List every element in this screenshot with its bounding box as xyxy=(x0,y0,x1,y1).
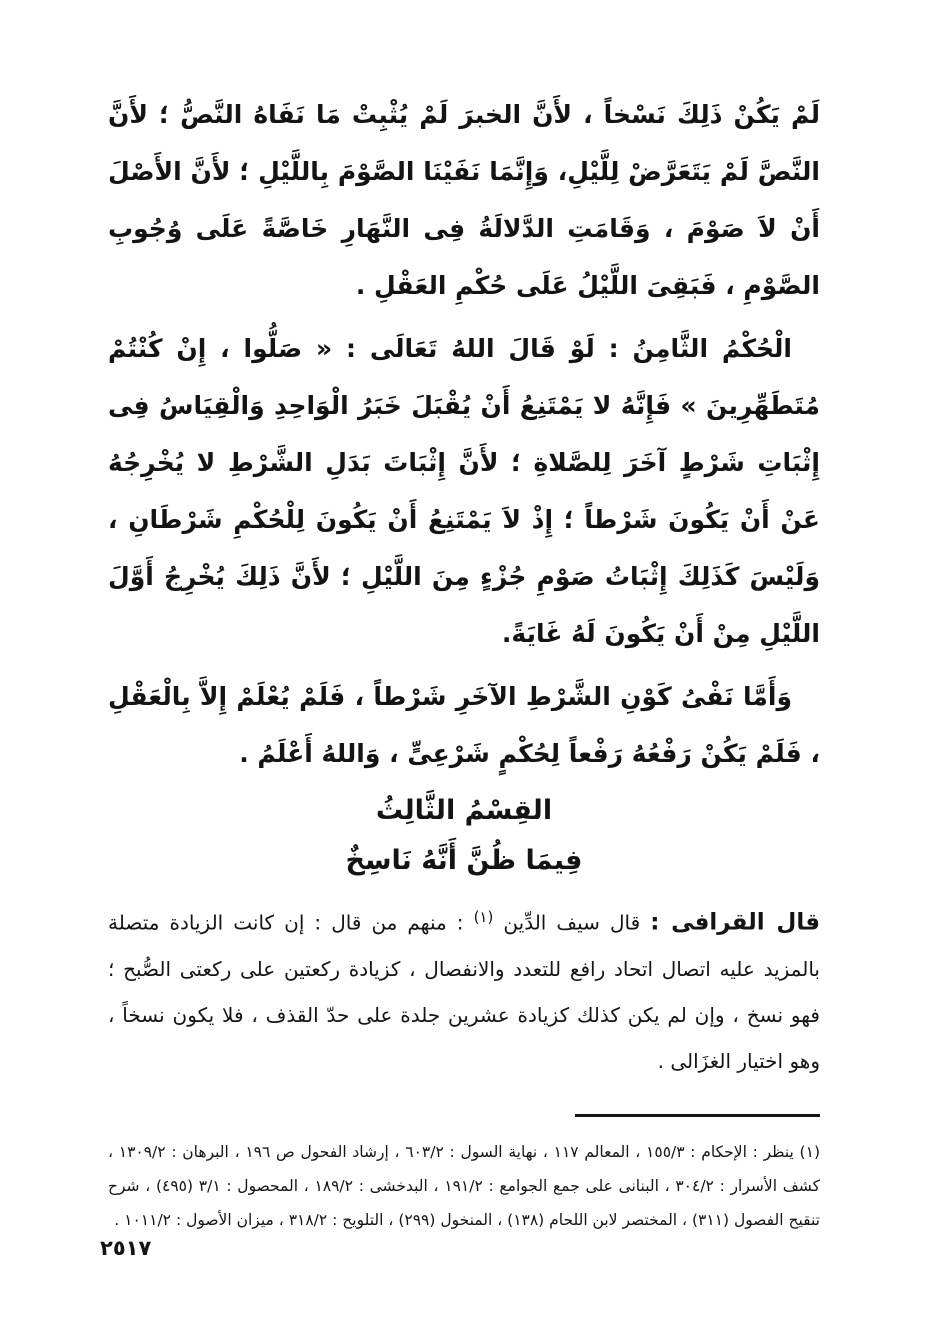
document-page xyxy=(108,86,820,1237)
section-subtitle: فِيمَا ظُنَّ أَنَّهُ نَاسِخٌ xyxy=(345,845,583,876)
quote-block xyxy=(108,894,820,1084)
quote-text: : منهم من قال : إن كانت الزيادة متصلة بالمزيد عليه اتصال اتحاد رافع للتعدد والانفصال ، كزيادة ركعتين على ركعتى الصُّبح ؛ فهو نسخ ، وإن لم يكن كذلك كزيادة عشرين جلدة على حدّ القذف ، فلا يكون نسخاً ، وهو اختيار الغزَالى . xyxy=(108,910,820,1073)
quote-lead: قال سيف الدِّين xyxy=(503,910,641,935)
main-body-text xyxy=(108,86,820,782)
section-title: القِسْمُ الثَّالِثُ xyxy=(375,795,553,826)
footnote-marker: (١) xyxy=(473,908,494,926)
quote-paragraph xyxy=(108,894,820,1084)
body-paragraph-2: الْحُكْمُ الثَّامِنُ : لَوْ قَالَ اللهُ تَعَالَى : « صَلُّوا ، إِنْ كُنْتُمْ مُتَطَهِّرِينَ » فَإِنَّهُ لا يَمْتَنِعُ أَنْ يُقْبَلَ خَبَرُ الْوَاحِدِ وَالْقِيَاسُ فِى إِثْبَاتِ شَرْطٍ آخَرَ لِلصَّلاةِ ؛ لأَنَّ إِثْبَاتَ بَدَلِ الشَّرْطِ لا يُخْرِجُهُ عَنْ أَنْ يَكُونَ شَرْطاً ؛ إِذْ لاَ يَمْتَنِعُ أَنْ يَكُونَ لِلْحُكْمِ شَرْطَانِ ، وَلَيْسَ كَذَلِكَ إِثْبَاتُ صَوْمِ جُزْءٍ مِنَ اللَّيْلِ ؛ لأَنَّ ذَلِكَ يُخْرِجُ أَوَّلَ اللَّيْلِ مِنْ أَنْ يَكُونَ لَهُ غَايَةً. xyxy=(108,334,820,648)
quote-speaker: قال القرافى : xyxy=(650,909,821,936)
body-paragraph-1: لَمْ يَكُنْ ذَلِكَ نَسْخاً ، لأَنَّ الخبرَ لَمْ يُثْبِتْ مَا نَفَاهُ النَّصُّ ؛ لأَنَّ النَّصَّ لَمْ يَتَعَرَّضْ لِلَّيْلِ، وَإِنَّمَا نَفَيْنَا الصَّوْمَ بِاللَّيْلِ ؛ لأَنَّ الأَصْلَ أَنْ لاَ صَوْمَ ، وَقَامَتِ الدَّلالَةُ فِى النَّهَارِ خَاصَّةً عَلَى وُجُوبِ الصَّوْمِ ، فَبَقِىَ اللَّيْلُ عَلَى حُكْمِ العَقْلِ . xyxy=(108,100,820,300)
footnote-divider xyxy=(575,1114,820,1117)
footnote-1: (١) ينظر : الإحكام : ١٥٥/٣ ، المعالم ١١٧ ، نهاية السول : ٦٠٣/٢ ، إرشاد الفحول ص ١٩٦ ، البرهان : ١٣٠٩/٢ ، كشف الأسرار : ٣٠٤/٢ ، البنانى على جمع الجوامع : ١٩١/٢ ، البدخشى : ١٨٩/٢ ، المحصول : ٣/١ (٤٩٥) ، شرح تنقيح الفصول (٣١١) ، المختصر لابن اللحام (١٣٨) ، المنخول (٢٩٩) ، التلويح : ٣١٨/٢ ، ميزان الأصول : ١٠١١/٢ . xyxy=(108,1142,820,1229)
body-paragraph-3: وَأَمَّا نَفْىُ كَوْنِ الشَّرْطِ الآخَرِ شَرْطاً ، فَلَمْ يُعْلَمْ إِلاَّ بِالْعَقْلِ ، فَلَمْ يَكُنْ رَفْعُهُ رَفْعاً لِحُكْمٍ شَرْعِىٍّ ، وَاللهُ أَعْلَمُ . xyxy=(108,682,820,768)
footnotes xyxy=(108,1135,820,1237)
page-number: ٢٥١٧ xyxy=(100,1236,152,1260)
section-heading xyxy=(108,786,820,886)
